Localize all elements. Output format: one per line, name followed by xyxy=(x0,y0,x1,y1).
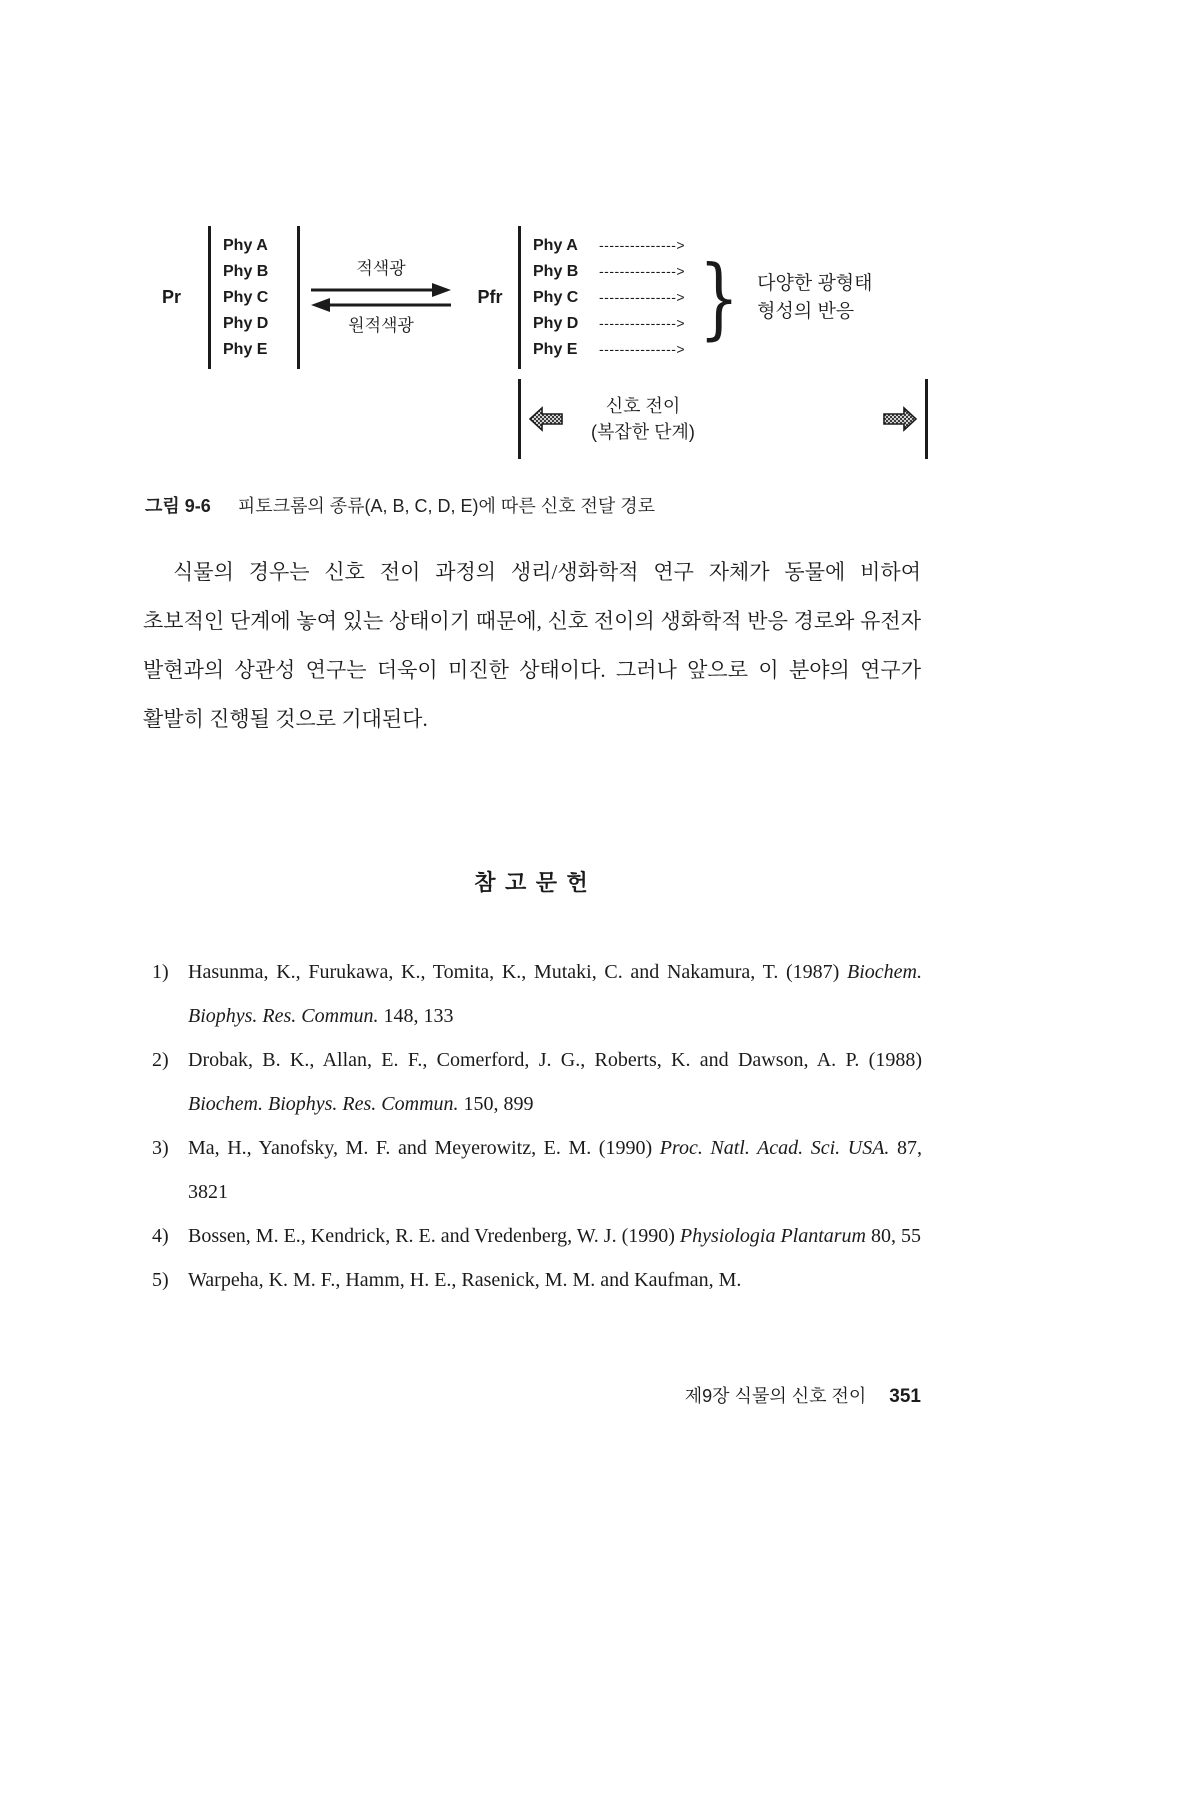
dashed-arrow: ---------------> xyxy=(599,341,686,357)
signal-text-line1: 신호 전이 xyxy=(605,396,681,416)
signal-transduction-box xyxy=(518,379,928,459)
right-arrow-icon xyxy=(311,283,451,297)
phy-output-label: Phy C xyxy=(533,289,579,306)
red-light-label: 적색광 xyxy=(356,259,406,278)
curly-brace: } xyxy=(698,245,740,349)
phy-item: Phy D xyxy=(223,315,269,332)
dashed-arrow: ---------------> xyxy=(599,315,686,331)
far-red-light-label: 원적색광 xyxy=(348,316,414,335)
reference-text: Bossen, M. E., Kendrick, R. E. and Vredenberg, W. J. (1990) Physiologia Plantarum 80, 55 xyxy=(188,1225,921,1247)
phy-output-label: Phy B xyxy=(533,263,579,280)
figure-caption-label: 그림 9-6 xyxy=(145,496,211,516)
references-heading: 참 고 문 헌 xyxy=(474,870,590,895)
phy-output-row xyxy=(533,286,685,309)
phy-list-right xyxy=(518,226,685,369)
hatched-left-arrow-icon xyxy=(529,405,563,433)
reference-text: Ma, H., Yanofsky, M. F. and Meyerowitz, E. M. (1990) Proc. Natl. Acad. Sci. USA. 87, 3821 xyxy=(188,1137,922,1203)
responses-text-line2: 형성의 반응 xyxy=(757,300,855,322)
running-title: 제9장 식물의 신호 전이 xyxy=(684,1386,867,1406)
hatched-right-arrow-icon xyxy=(883,405,917,433)
phy-output-label: Phy A xyxy=(533,237,578,254)
reference-number: 2) xyxy=(152,1049,169,1071)
phy-output-label: Phy E xyxy=(533,341,578,358)
signal-text-line2: (복잡한 단계) xyxy=(591,422,695,442)
reference-list xyxy=(152,950,922,1302)
figure-caption-text: 피토크롬의 종류(A, B, C, D, E)에 따른 신호 전달 경로 xyxy=(237,496,656,516)
phy-output-row xyxy=(533,312,685,335)
responses-text-line1: 다양한 광형태 xyxy=(757,272,873,294)
reference-item xyxy=(152,1126,922,1214)
phy-list-left xyxy=(208,226,300,369)
reference-text: Hasunma, K., Furukawa, K., Tomita, K., Mutaki, C. and Nakamura, T. (1987) Biochem. Biophys. Res. Commun. 148, 133 xyxy=(188,961,922,1027)
pr-label: Pr xyxy=(162,287,182,307)
responses-text xyxy=(757,270,872,326)
phy-item: Phy E xyxy=(223,341,268,358)
reference-number: 4) xyxy=(152,1225,169,1247)
phy-output-label: Phy D xyxy=(533,315,579,332)
reference-item xyxy=(152,950,922,1038)
pfr-label: Pfr xyxy=(477,287,503,307)
phy-output-block xyxy=(518,226,928,369)
body-paragraph: 식물의 경우는 신호 전이 과정의 생리/생화학적 연구 자체가 동물에 비하여 초보적인 단계에 놓여 있는 상태이기 때문에, 신호 전이의 생화학적 반응 경로와 유전자 발현과의 상관성 연구는 더욱이 미진한 상태이다. 그러나 앞으로 이 분야의 연구가 활발히 진행될 것으로 기대된다. xyxy=(143,560,921,731)
reference-text: Drobak, B. K., Allan, E. F., Comerford, J. G., Roberts, K. and Dawson, A. P. (1988) Biochem. Biophys. Res. Commun. 150, 899 xyxy=(188,1049,922,1115)
phy-item: Phy C xyxy=(223,289,269,306)
reference-item xyxy=(152,1038,922,1126)
phy-output-row xyxy=(533,338,685,361)
reference-number: 1) xyxy=(152,961,169,983)
conversion-arrows xyxy=(300,256,462,339)
phy-item: Phy B xyxy=(223,263,269,280)
page-number: 351 xyxy=(889,1386,921,1407)
reference-text: Warpeha, K. M. F., Hamm, H. E., Rasenick, M. M. and Kaufman, M. xyxy=(188,1269,742,1291)
dashed-arrow: ---------------> xyxy=(599,263,686,279)
left-arrow-icon xyxy=(311,298,451,312)
dashed-arrow: ---------------> xyxy=(599,289,686,305)
page-footer xyxy=(143,1382,921,1408)
dashed-arrow: ---------------> xyxy=(599,237,686,253)
reference-item xyxy=(152,1214,922,1258)
reference-number: 3) xyxy=(152,1137,169,1159)
reference-item xyxy=(152,1258,922,1302)
phy-output-row xyxy=(533,234,685,257)
phy-output-row xyxy=(533,260,685,283)
reference-number: 5) xyxy=(152,1269,169,1291)
signal-text xyxy=(591,393,695,445)
phy-item: Phy A xyxy=(223,237,268,254)
phytochrome-diagram xyxy=(158,226,928,459)
figure-caption xyxy=(145,492,655,518)
